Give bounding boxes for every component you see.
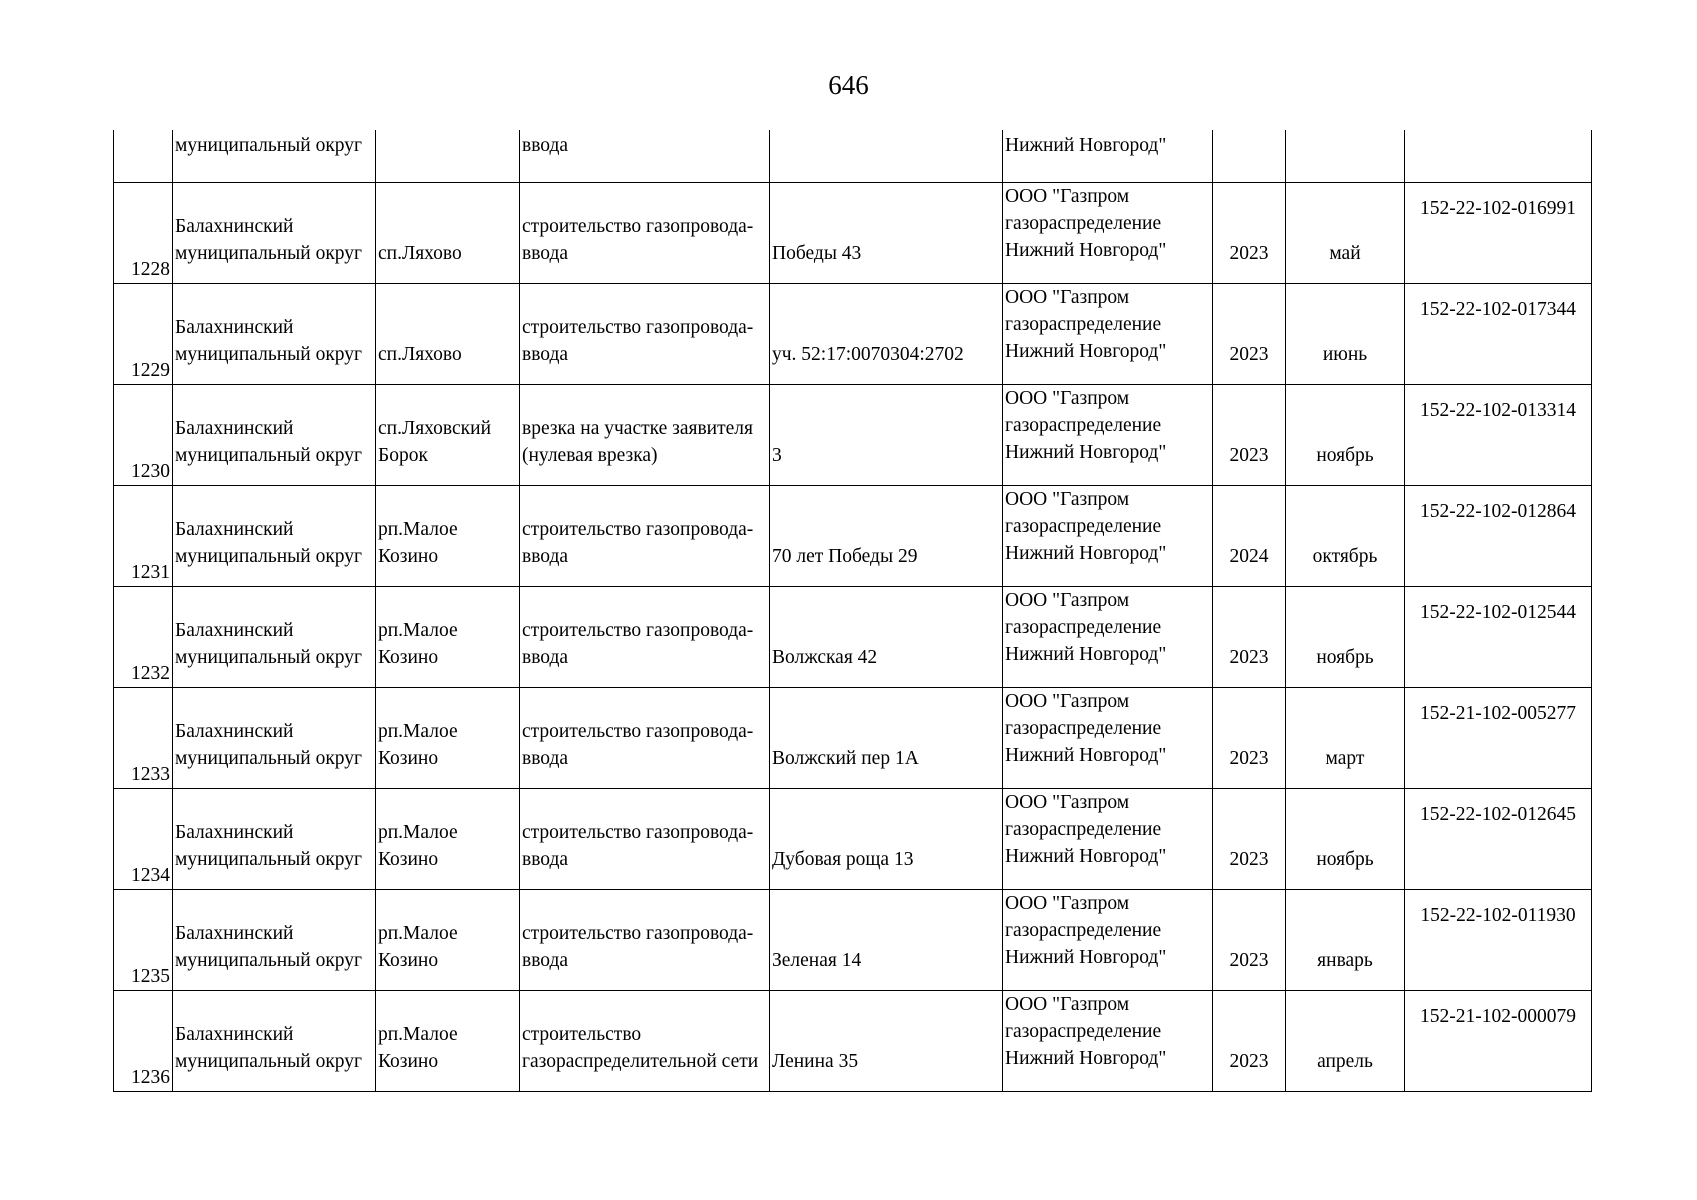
district-cell <box>173 789 376 890</box>
district-cell <box>173 486 376 587</box>
org-line-1: ООО "Газпром <box>1005 287 1130 308</box>
settlement-cell <box>376 991 520 1092</box>
table-row <box>114 991 1592 1092</box>
address-value: Дубовая роща 13 <box>772 849 914 870</box>
org-line-1: ООО "Газпром <box>1005 893 1130 914</box>
month-value: июнь <box>1322 343 1368 365</box>
address-cell <box>770 789 1003 890</box>
code-value: 152-22-102-011930 <box>1420 905 1576 926</box>
settlement-line-2: Козино <box>378 849 439 870</box>
month-value: март <box>1325 747 1365 769</box>
org-line-1: ООО "Газпром <box>1005 388 1130 409</box>
district-line-1: Балахнинский <box>175 1024 294 1045</box>
year-value: 2024 <box>1229 545 1269 567</box>
table-row <box>114 183 1592 284</box>
organization-cell <box>1003 890 1213 991</box>
row-number: 1236 <box>114 991 173 1092</box>
work-line-1: строительство газопровода- <box>522 822 754 843</box>
district-line-2: муниципальный округ <box>175 950 363 971</box>
org-line-1: ООО "Газпром <box>1005 792 1130 813</box>
district-cell <box>173 284 376 385</box>
month-value: ноябрь <box>1316 646 1374 668</box>
settlement-line-2: сп.Ляхово <box>378 243 462 264</box>
address-value: 3 <box>772 445 782 466</box>
work-type-cell <box>520 688 770 789</box>
district-line-2: муниципальный округ <box>175 1051 363 1072</box>
work-line-1: строительство газопровода- <box>522 923 754 944</box>
settlement-cell <box>376 385 520 486</box>
settlement-line-1: рп.Малое <box>378 519 458 540</box>
month-value: ноябрь <box>1316 848 1374 870</box>
org-line-2: газораспределение <box>1005 314 1162 335</box>
settlement-line-1: рп.Малое <box>378 822 458 843</box>
address-cell <box>770 284 1003 385</box>
code-cell <box>1405 385 1592 486</box>
district-line-2: муниципальный округ <box>175 344 363 365</box>
district-line-1: Балахнинский <box>175 418 294 439</box>
code-cell <box>1405 486 1592 587</box>
district-line-2: муниципальный округ <box>175 748 363 769</box>
table-row <box>114 284 1592 385</box>
district-line-1: Балахнинский <box>175 822 294 843</box>
district-cell <box>173 688 376 789</box>
month-cell <box>1286 284 1405 385</box>
address-cell <box>770 587 1003 688</box>
work-type-cell <box>520 284 770 385</box>
cont-address-cell <box>770 130 1003 183</box>
year-cell <box>1213 587 1286 688</box>
org-line-2: газораспределение <box>1005 1021 1162 1042</box>
work-type-cell <box>520 183 770 284</box>
org-line-1: ООО "Газпром <box>1005 590 1130 611</box>
work-type-cell <box>520 789 770 890</box>
year-cell <box>1213 688 1286 789</box>
district-cell <box>173 385 376 486</box>
address-value: Волжский пер 1А <box>772 748 919 769</box>
table-row <box>114 385 1592 486</box>
year-value: 2023 <box>1229 1050 1269 1072</box>
month-value: октябрь <box>1312 545 1378 567</box>
address-cell <box>770 890 1003 991</box>
org-line-3: Нижний Новгород" <box>1005 1048 1167 1069</box>
year-value: 2023 <box>1229 646 1269 668</box>
code-value: 152-22-102-016991 <box>1420 198 1576 219</box>
org-line-3: Нижний Новгород" <box>1005 745 1167 766</box>
org-line-3: Нижний Новгород" <box>1005 846 1167 867</box>
cont-year-cell <box>1213 130 1286 183</box>
organization-cell <box>1003 991 1213 1092</box>
settlement-cell <box>376 587 520 688</box>
code-value: 152-22-102-017344 <box>1420 299 1576 320</box>
address-cell <box>770 688 1003 789</box>
code-value: 152-21-102-005277 <box>1420 703 1576 724</box>
org-line-3: Нижний Новгород" <box>1005 341 1167 362</box>
settlement-line-2: сп.Ляхово <box>378 344 462 365</box>
code-cell <box>1405 789 1592 890</box>
settlement-line-1 <box>378 213 517 240</box>
work-line-2: ввода <box>522 849 569 870</box>
settlement-cell <box>376 789 520 890</box>
page-number: 646 <box>828 70 869 100</box>
settlement-line-1: рп.Малое <box>378 620 458 641</box>
address-value: уч. 52:17:0070304:2702 <box>772 344 964 365</box>
org-line-1: ООО "Газпром <box>1005 994 1130 1015</box>
code-cell <box>1405 991 1592 1092</box>
work-line-2: ввода <box>522 748 569 769</box>
settlement-line-2: Козино <box>378 647 439 668</box>
row-number: 1230 <box>114 385 173 486</box>
organization-cell <box>1003 284 1213 385</box>
organization-cell <box>1003 587 1213 688</box>
continuation-row <box>114 130 1592 183</box>
org-line-1: ООО "Газпром <box>1005 691 1130 712</box>
settlement-line-1: рп.Малое <box>378 1024 458 1045</box>
district-line-1: Балахнинский <box>175 923 294 944</box>
work-line-1: врезка на участке заявителя <box>522 418 753 439</box>
work-line-2: (нулевая врезка) <box>522 445 658 466</box>
cont-month-cell <box>1286 130 1405 183</box>
district-line-1: Балахнинский <box>175 216 294 237</box>
month-cell <box>1286 587 1405 688</box>
month-value: май <box>1329 242 1361 264</box>
cont-work-cell: ввода <box>520 130 770 183</box>
month-cell <box>1286 688 1405 789</box>
work-line-1: строительство газопровода- <box>522 216 754 237</box>
settlement-cell <box>376 486 520 587</box>
code-cell <box>1405 183 1592 284</box>
district-line-2: муниципальный округ <box>175 849 363 870</box>
district-cell <box>173 183 376 284</box>
code-value: 152-21-102-000079 <box>1420 1006 1576 1027</box>
settlement-cell <box>376 284 520 385</box>
settlement-cell <box>376 688 520 789</box>
gasification-table <box>113 130 1592 1092</box>
settlement-line-1: рп.Малое <box>378 923 458 944</box>
work-line-2: ввода <box>522 243 569 264</box>
org-line-2: газораспределение <box>1005 819 1162 840</box>
row-number: 1232 <box>114 587 173 688</box>
code-cell <box>1405 284 1592 385</box>
cont-org-cell: Нижний Новгород" <box>1003 130 1213 183</box>
org-line-2: газораспределение <box>1005 617 1162 638</box>
address-cell <box>770 183 1003 284</box>
organization-cell <box>1003 688 1213 789</box>
year-value: 2023 <box>1229 949 1269 971</box>
address-cell <box>770 991 1003 1092</box>
row-number: 1231 <box>114 486 173 587</box>
work-type-cell <box>520 890 770 991</box>
organization-cell <box>1003 789 1213 890</box>
settlement-line-2: Козино <box>378 950 439 971</box>
org-line-3: Нижний Новгород" <box>1005 644 1167 665</box>
work-line-1: строительство газопровода- <box>522 620 754 641</box>
code-value: 152-22-102-012544 <box>1420 602 1576 623</box>
code-value: 152-22-102-013314 <box>1420 400 1576 421</box>
year-value: 2023 <box>1229 444 1269 466</box>
org-line-1: ООО "Газпром <box>1005 186 1130 207</box>
work-type-cell <box>520 486 770 587</box>
district-line-1: Балахнинский <box>175 317 294 338</box>
address-value: Ленина 35 <box>772 1051 859 1072</box>
year-cell <box>1213 789 1286 890</box>
month-cell <box>1286 385 1405 486</box>
work-line-1: строительство газопровода- <box>522 317 754 338</box>
org-line-3: Нижний Новгород" <box>1005 240 1167 261</box>
code-cell <box>1405 688 1592 789</box>
year-cell <box>1213 890 1286 991</box>
row-number: 1228 <box>114 183 173 284</box>
row-number: 1229 <box>114 284 173 385</box>
address-cell <box>770 385 1003 486</box>
work-line-1: строительство газопровода- <box>522 721 754 742</box>
month-value: апрель <box>1317 1050 1373 1072</box>
org-line-2: газораспределение <box>1005 213 1162 234</box>
address-value: Победы 43 <box>772 243 862 264</box>
work-line-2: ввода <box>522 546 569 567</box>
year-cell <box>1213 284 1286 385</box>
address-value: Волжская 42 <box>772 647 878 668</box>
district-line-1: Балахнинский <box>175 519 294 540</box>
settlement-line-2: Козино <box>378 546 439 567</box>
row-number: 1234 <box>114 789 173 890</box>
org-line-2: газораспределение <box>1005 415 1162 436</box>
district-line-2: муниципальный округ <box>175 445 363 466</box>
code-cell <box>1405 587 1592 688</box>
settlement-line-1: сп.Ляховский <box>378 418 492 439</box>
org-line-2: газораспределение <box>1005 920 1162 941</box>
cont-code-cell <box>1405 130 1592 183</box>
year-cell <box>1213 486 1286 587</box>
year-cell <box>1213 991 1286 1092</box>
org-line-3: Нижний Новгород" <box>1005 442 1167 463</box>
settlement-line-2: Борок <box>378 445 428 466</box>
district-line-1: Балахнинский <box>175 721 294 742</box>
district-line-2: муниципальный округ <box>175 647 363 668</box>
settlement-line-1 <box>378 314 517 341</box>
work-line-2: ввода <box>522 344 569 365</box>
district-cell <box>173 991 376 1092</box>
org-line-3: Нижний Новгород" <box>1005 947 1167 968</box>
work-line-2: ввода <box>522 950 569 971</box>
month-value: январь <box>1317 949 1373 971</box>
cont-num-cell <box>114 130 173 183</box>
table-row <box>114 587 1592 688</box>
month-cell <box>1286 991 1405 1092</box>
month-cell <box>1286 486 1405 587</box>
year-cell <box>1213 385 1286 486</box>
organization-cell <box>1003 486 1213 587</box>
district-line-2: муниципальный округ <box>175 243 363 264</box>
work-type-cell <box>520 991 770 1092</box>
code-value: 152-22-102-012645 <box>1420 804 1576 825</box>
year-cell <box>1213 183 1286 284</box>
year-value: 2023 <box>1229 848 1269 870</box>
month-cell <box>1286 890 1405 991</box>
year-value: 2023 <box>1229 343 1269 365</box>
work-line-2: газораспределительной сети <box>522 1051 759 1072</box>
cont-district-cell: муниципальный округ <box>173 130 376 183</box>
org-line-1: ООО "Газпром <box>1005 489 1130 510</box>
row-number: 1235 <box>114 890 173 991</box>
settlement-line-2: Козино <box>378 748 439 769</box>
table-row <box>114 486 1592 587</box>
table-row <box>114 789 1592 890</box>
org-line-2: газораспределение <box>1005 718 1162 739</box>
organization-cell <box>1003 183 1213 284</box>
year-value: 2023 <box>1229 242 1269 264</box>
settlement-cell <box>376 183 520 284</box>
address-value: Зеленая 14 <box>772 950 862 971</box>
table-row <box>114 890 1592 991</box>
settlement-cell <box>376 890 520 991</box>
work-line-2: ввода <box>522 647 569 668</box>
code-cell <box>1405 890 1592 991</box>
cont-settlement-cell <box>376 130 520 183</box>
month-cell <box>1286 789 1405 890</box>
address-value: 70 лет Победы 29 <box>772 546 918 567</box>
settlement-line-1: рп.Малое <box>378 721 458 742</box>
month-value: ноябрь <box>1316 444 1374 466</box>
work-type-cell <box>520 385 770 486</box>
month-cell <box>1286 183 1405 284</box>
code-value: 152-22-102-012864 <box>1420 501 1576 522</box>
address-cell <box>770 486 1003 587</box>
table-row <box>114 688 1592 789</box>
district-line-1: Балахнинский <box>175 620 294 641</box>
org-line-2: газораспределение <box>1005 516 1162 537</box>
work-line-1: строительство <box>522 1024 642 1045</box>
row-number: 1233 <box>114 688 173 789</box>
org-line-3: Нижний Новгород" <box>1005 543 1167 564</box>
work-line-1: строительство газопровода- <box>522 519 754 540</box>
settlement-line-2: Козино <box>378 1051 439 1072</box>
district-cell <box>173 587 376 688</box>
year-value: 2023 <box>1229 747 1269 769</box>
work-type-cell <box>520 587 770 688</box>
district-line-2: муниципальный округ <box>175 546 363 567</box>
district-cell <box>173 890 376 991</box>
organization-cell <box>1003 385 1213 486</box>
